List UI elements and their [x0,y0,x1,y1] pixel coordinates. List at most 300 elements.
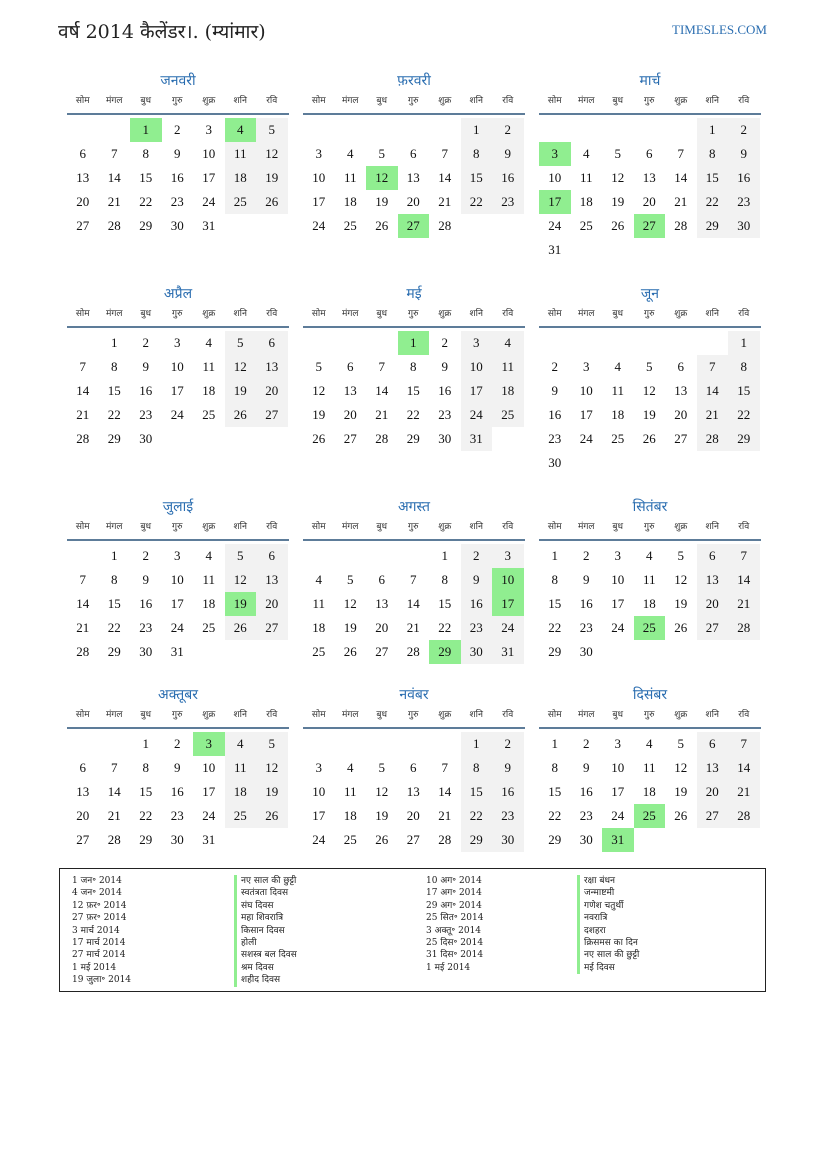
day-cell[interactable]: 1 [461,732,493,756]
day-cell[interactable]: 1 [461,118,493,142]
day-cell[interactable]: 25 [611,431,625,446]
day-cell[interactable]: 7 [378,359,385,374]
day-cell[interactable]: 14 [728,756,760,780]
day-cell[interactable]: 23 [579,620,593,635]
day-cell[interactable]: 19 [343,620,357,635]
day-cell[interactable]: 6 [256,544,288,568]
day-cell[interactable]: 27 [697,616,729,640]
holiday-day[interactable]: 27 [398,214,430,238]
day-cell[interactable]: 29 [548,644,562,659]
day-cell[interactable]: 22 [461,804,493,828]
day-cell[interactable]: 21 [728,780,760,804]
day-cell[interactable]: 4 [347,146,354,161]
day-cell[interactable]: 9 [492,756,524,780]
day-cell[interactable]: 2 [174,122,181,137]
day-cell[interactable]: 11 [225,142,257,166]
day-cell[interactable]: 28 [107,832,121,847]
day-cell[interactable]: 15 [406,383,420,398]
day-cell[interactable]: 2 [728,118,760,142]
day-cell[interactable]: 27 [76,832,90,847]
day-cell[interactable]: 24 [579,431,593,446]
day-cell[interactable]: 2 [583,548,590,563]
day-cell[interactable]: 9 [583,572,590,587]
day-cell[interactable]: 6 [410,760,417,775]
day-cell[interactable]: 7 [441,760,448,775]
day-cell[interactable]: 21 [438,194,452,209]
day-cell[interactable]: 6 [697,732,729,756]
day-cell[interactable]: 4 [646,736,653,751]
day-cell[interactable]: 22 [139,808,153,823]
day-cell[interactable]: 22 [548,620,562,635]
day-cell[interactable]: 10 [579,383,593,398]
day-cell[interactable]: 2 [461,544,493,568]
day-cell[interactable]: 4 [347,760,354,775]
day-cell[interactable]: 6 [677,359,684,374]
day-cell[interactable]: 30 [139,431,153,446]
day-cell[interactable]: 29 [548,832,562,847]
day-cell[interactable]: 1 [111,335,118,350]
day-cell[interactable]: 22 [438,620,452,635]
day-cell[interactable]: 28 [438,832,452,847]
day-cell[interactable]: 26 [375,218,389,233]
day-cell[interactable]: 8 [142,760,149,775]
day-cell[interactable]: 4 [205,335,212,350]
day-cell[interactable]: 11 [312,596,326,611]
day-cell[interactable]: 20 [343,407,357,422]
day-cell[interactable]: 18 [343,808,357,823]
day-cell[interactable]: 16 [579,784,593,799]
day-cell[interactable]: 9 [583,760,590,775]
day-cell[interactable]: 8 [728,355,760,379]
day-cell[interactable]: 3 [315,146,322,161]
day-cell[interactable]: 12 [225,355,257,379]
day-cell[interactable]: 11 [611,383,625,398]
holiday-day[interactable]: 25 [634,804,666,828]
day-cell[interactable]: 7 [111,146,118,161]
day-cell[interactable]: 24 [548,218,562,233]
day-cell[interactable]: 26 [225,403,257,427]
day-cell[interactable]: 23 [139,620,153,635]
day-cell[interactable]: 4 [315,572,322,587]
day-cell[interactable]: 6 [697,544,729,568]
day-cell[interactable]: 14 [76,596,90,611]
day-cell[interactable]: 21 [728,592,760,616]
day-cell[interactable]: 10 [461,355,493,379]
day-cell[interactable]: 17 [611,596,625,611]
day-cell[interactable]: 16 [139,383,153,398]
day-cell[interactable]: 11 [642,760,656,775]
day-cell[interactable]: 15 [728,379,760,403]
day-cell[interactable]: 11 [343,170,357,185]
day-cell[interactable]: 8 [410,359,417,374]
day-cell[interactable]: 16 [579,596,593,611]
day-cell[interactable]: 20 [375,620,389,635]
day-cell[interactable]: 26 [674,808,688,823]
day-cell[interactable]: 12 [256,142,288,166]
day-cell[interactable]: 30 [728,214,760,238]
day-cell[interactable]: 4 [492,331,524,355]
day-cell[interactable]: 24 [492,616,524,640]
day-cell[interactable]: 30 [170,832,184,847]
day-cell[interactable]: 10 [170,572,184,587]
day-cell[interactable]: 11 [579,170,593,185]
day-cell[interactable]: 25 [343,218,357,233]
day-cell[interactable]: 1 [111,548,118,563]
day-cell[interactable]: 24 [611,808,625,823]
day-cell[interactable]: 14 [438,784,452,799]
day-cell[interactable]: 9 [174,760,181,775]
day-cell[interactable]: 16 [492,780,524,804]
day-cell[interactable]: 12 [674,572,688,587]
day-cell[interactable]: 26 [312,431,326,446]
day-cell[interactable]: 7 [79,359,86,374]
day-cell[interactable]: 6 [79,760,86,775]
holiday-day[interactable]: 29 [429,640,461,664]
day-cell[interactable]: 13 [256,568,288,592]
day-cell[interactable]: 11 [225,756,257,780]
day-cell[interactable]: 26 [611,218,625,233]
day-cell[interactable]: 19 [256,166,288,190]
day-cell[interactable]: 26 [674,620,688,635]
day-cell[interactable]: 8 [111,359,118,374]
day-cell[interactable]: 13 [697,756,729,780]
day-cell[interactable]: 10 [202,146,216,161]
day-cell[interactable]: 19 [312,407,326,422]
day-cell[interactable]: 14 [76,383,90,398]
day-cell[interactable]: 2 [174,736,181,751]
day-cell[interactable]: 24 [461,403,493,427]
day-cell[interactable]: 10 [548,170,562,185]
holiday-day[interactable]: 17 [539,190,571,214]
day-cell[interactable]: 8 [111,572,118,587]
day-cell[interactable]: 7 [677,146,684,161]
day-cell[interactable]: 14 [697,379,729,403]
day-cell[interactable]: 23 [139,407,153,422]
day-cell[interactable]: 29 [728,427,760,451]
holiday-day[interactable]: 31 [602,828,634,852]
day-cell[interactable]: 5 [378,760,385,775]
day-cell[interactable]: 10 [170,359,184,374]
day-cell[interactable]: 3 [583,359,590,374]
day-cell[interactable]: 2 [583,736,590,751]
day-cell[interactable]: 28 [406,644,420,659]
day-cell[interactable]: 3 [461,331,493,355]
day-cell[interactable]: 8 [441,572,448,587]
day-cell[interactable]: 24 [170,620,184,635]
day-cell[interactable]: 4 [614,359,621,374]
day-cell[interactable]: 17 [461,379,493,403]
day-cell[interactable]: 31 [461,427,493,451]
day-cell[interactable]: 31 [548,242,562,257]
day-cell[interactable]: 17 [202,170,216,185]
day-cell[interactable]: 19 [674,784,688,799]
day-cell[interactable]: 27 [697,804,729,828]
day-cell[interactable]: 20 [76,808,90,823]
day-cell[interactable]: 5 [614,146,621,161]
holiday-day[interactable]: 25 [634,616,666,640]
day-cell[interactable]: 3 [614,736,621,751]
day-cell[interactable]: 8 [551,760,558,775]
day-cell[interactable]: 11 [492,355,524,379]
day-cell[interactable]: 22 [461,190,493,214]
day-cell[interactable]: 29 [107,431,121,446]
day-cell[interactable]: 12 [225,568,257,592]
day-cell[interactable]: 16 [728,166,760,190]
holiday-day[interactable]: 1 [130,118,162,142]
day-cell[interactable]: 28 [76,431,90,446]
day-cell[interactable]: 8 [142,146,149,161]
day-cell[interactable]: 12 [312,383,326,398]
day-cell[interactable]: 28 [728,616,760,640]
day-cell[interactable]: 15 [139,784,153,799]
day-cell[interactable]: 23 [492,804,524,828]
day-cell[interactable]: 17 [170,596,184,611]
day-cell[interactable]: 30 [438,431,452,446]
day-cell[interactable]: 5 [315,359,322,374]
day-cell[interactable]: 25 [579,218,593,233]
day-cell[interactable]: 18 [312,620,326,635]
day-cell[interactable]: 1 [441,548,448,563]
day-cell[interactable]: 7 [728,544,760,568]
day-cell[interactable]: 21 [76,407,90,422]
day-cell[interactable]: 3 [174,548,181,563]
day-cell[interactable]: 10 [611,572,625,587]
day-cell[interactable]: 13 [697,568,729,592]
day-cell[interactable]: 12 [674,760,688,775]
day-cell[interactable]: 11 [642,572,656,587]
day-cell[interactable]: 23 [548,431,562,446]
day-cell[interactable]: 5 [256,118,288,142]
day-cell[interactable]: 6 [410,146,417,161]
day-cell[interactable]: 9 [174,146,181,161]
day-cell[interactable]: 30 [579,644,593,659]
day-cell[interactable]: 25 [202,407,216,422]
day-cell[interactable]: 27 [406,832,420,847]
day-cell[interactable]: 8 [461,142,493,166]
day-cell[interactable]: 15 [107,383,121,398]
day-cell[interactable]: 9 [142,572,149,587]
day-cell[interactable]: 2 [551,359,558,374]
day-cell[interactable]: 11 [202,359,216,374]
day-cell[interactable]: 12 [256,756,288,780]
day-cell[interactable]: 19 [674,596,688,611]
day-cell[interactable]: 30 [139,644,153,659]
day-cell[interactable]: 1 [142,736,149,751]
day-cell[interactable]: 14 [375,383,389,398]
day-cell[interactable]: 2 [492,732,524,756]
day-cell[interactable]: 15 [139,170,153,185]
day-cell[interactable]: 27 [76,218,90,233]
day-cell[interactable]: 9 [461,568,493,592]
day-cell[interactable]: 19 [225,379,257,403]
day-cell[interactable]: 12 [375,784,389,799]
day-cell[interactable]: 27 [256,616,288,640]
day-cell[interactable]: 14 [438,170,452,185]
day-cell[interactable]: 29 [107,644,121,659]
day-cell[interactable]: 25 [343,832,357,847]
day-cell[interactable]: 27 [674,431,688,446]
day-cell[interactable]: 9 [492,142,524,166]
day-cell[interactable]: 31 [202,218,216,233]
day-cell[interactable]: 18 [579,194,593,209]
day-cell[interactable]: 2 [142,335,149,350]
day-cell[interactable]: 12 [343,596,357,611]
day-cell[interactable]: 10 [611,760,625,775]
day-cell[interactable]: 28 [438,218,452,233]
day-cell[interactable]: 15 [548,596,562,611]
day-cell[interactable]: 21 [674,194,688,209]
day-cell[interactable]: 18 [611,407,625,422]
day-cell[interactable]: 29 [697,214,729,238]
day-cell[interactable]: 22 [107,407,121,422]
day-cell[interactable]: 21 [107,808,121,823]
day-cell[interactable]: 30 [492,828,524,852]
day-cell[interactable]: 23 [579,808,593,823]
day-cell[interactable]: 17 [611,784,625,799]
day-cell[interactable]: 10 [312,784,326,799]
day-cell[interactable]: 23 [438,407,452,422]
day-cell[interactable]: 25 [202,620,216,635]
day-cell[interactable]: 21 [438,808,452,823]
day-cell[interactable]: 14 [728,568,760,592]
day-cell[interactable]: 3 [174,335,181,350]
day-cell[interactable]: 13 [406,170,420,185]
day-cell[interactable]: 14 [674,170,688,185]
day-cell[interactable]: 16 [170,784,184,799]
day-cell[interactable]: 10 [312,170,326,185]
day-cell[interactable]: 26 [256,190,288,214]
day-cell[interactable]: 7 [111,760,118,775]
day-cell[interactable]: 29 [139,218,153,233]
day-cell[interactable]: 3 [205,122,212,137]
day-cell[interactable]: 5 [677,548,684,563]
day-cell[interactable]: 6 [646,146,653,161]
day-cell[interactable]: 16 [492,166,524,190]
day-cell[interactable]: 29 [406,431,420,446]
day-cell[interactable]: 15 [548,784,562,799]
holiday-day[interactable]: 19 [225,592,257,616]
day-cell[interactable]: 15 [697,166,729,190]
day-cell[interactable]: 21 [406,620,420,635]
day-cell[interactable]: 18 [202,596,216,611]
day-cell[interactable]: 28 [76,644,90,659]
day-cell[interactable]: 18 [202,383,216,398]
day-cell[interactable]: 21 [76,620,90,635]
day-cell[interactable]: 1 [551,548,558,563]
day-cell[interactable]: 24 [170,407,184,422]
day-cell[interactable]: 18 [492,379,524,403]
day-cell[interactable]: 11 [343,784,357,799]
day-cell[interactable]: 26 [343,644,357,659]
day-cell[interactable]: 30 [548,455,562,470]
day-cell[interactable]: 14 [406,596,420,611]
day-cell[interactable]: 9 [551,383,558,398]
day-cell[interactable]: 2 [441,335,448,350]
day-cell[interactable]: 1 [728,331,760,355]
day-cell[interactable]: 26 [256,804,288,828]
day-cell[interactable]: 7 [79,572,86,587]
day-cell[interactable]: 9 [441,359,448,374]
day-cell[interactable]: 30 [170,218,184,233]
day-cell[interactable]: 28 [107,218,121,233]
day-cell[interactable]: 4 [646,548,653,563]
day-cell[interactable]: 19 [642,407,656,422]
day-cell[interactable]: 24 [202,808,216,823]
day-cell[interactable]: 6 [378,572,385,587]
day-cell[interactable]: 20 [256,379,288,403]
day-cell[interactable]: 22 [139,194,153,209]
day-cell[interactable]: 5 [225,331,257,355]
day-cell[interactable]: 7 [728,732,760,756]
holiday-day[interactable]: 27 [634,214,666,238]
day-cell[interactable]: 23 [170,194,184,209]
day-cell[interactable]: 28 [674,218,688,233]
day-cell[interactable]: 20 [406,808,420,823]
day-cell[interactable]: 7 [441,146,448,161]
day-cell[interactable]: 2 [492,118,524,142]
holiday-day[interactable]: 3 [539,142,571,166]
day-cell[interactable]: 21 [107,194,121,209]
day-cell[interactable]: 6 [347,359,354,374]
day-cell[interactable]: 5 [646,359,653,374]
day-cell[interactable]: 13 [256,355,288,379]
day-cell[interactable]: 5 [347,572,354,587]
day-cell[interactable]: 8 [461,756,493,780]
day-cell[interactable]: 20 [256,592,288,616]
day-cell[interactable]: 16 [170,170,184,185]
day-cell[interactable]: 18 [642,596,656,611]
day-cell[interactable]: 13 [343,383,357,398]
day-cell[interactable]: 1 [697,118,729,142]
holiday-day[interactable]: 12 [366,166,398,190]
day-cell[interactable]: 7 [697,355,729,379]
holiday-day[interactable]: 4 [225,118,257,142]
day-cell[interactable]: 3 [614,548,621,563]
day-cell[interactable]: 13 [642,170,656,185]
day-cell[interactable]: 20 [76,194,90,209]
day-cell[interactable]: 17 [170,383,184,398]
day-cell[interactable]: 13 [375,596,389,611]
day-cell[interactable]: 19 [611,194,625,209]
holiday-day[interactable]: 3 [193,732,225,756]
day-cell[interactable]: 24 [312,218,326,233]
day-cell[interactable]: 9 [142,359,149,374]
day-cell[interactable]: 15 [461,780,493,804]
holiday-day[interactable]: 1 [398,331,430,355]
day-cell[interactable]: 5 [677,736,684,751]
day-cell[interactable]: 15 [438,596,452,611]
day-cell[interactable]: 23 [461,616,493,640]
day-cell[interactable]: 21 [375,407,389,422]
day-cell[interactable]: 12 [642,383,656,398]
day-cell[interactable]: 16 [438,383,452,398]
day-cell[interactable]: 22 [107,620,121,635]
day-cell[interactable]: 24 [312,832,326,847]
day-cell[interactable]: 11 [202,572,216,587]
day-cell[interactable]: 29 [461,828,493,852]
day-cell[interactable]: 31 [202,832,216,847]
day-cell[interactable]: 22 [728,403,760,427]
day-cell[interactable]: 4 [583,146,590,161]
day-cell[interactable]: 6 [256,331,288,355]
day-cell[interactable]: 17 [579,407,593,422]
day-cell[interactable]: 5 [256,732,288,756]
day-cell[interactable]: 26 [642,431,656,446]
day-cell[interactable]: 19 [256,780,288,804]
day-cell[interactable]: 30 [461,640,493,664]
day-cell[interactable]: 10 [202,760,216,775]
day-cell[interactable]: 14 [107,170,121,185]
